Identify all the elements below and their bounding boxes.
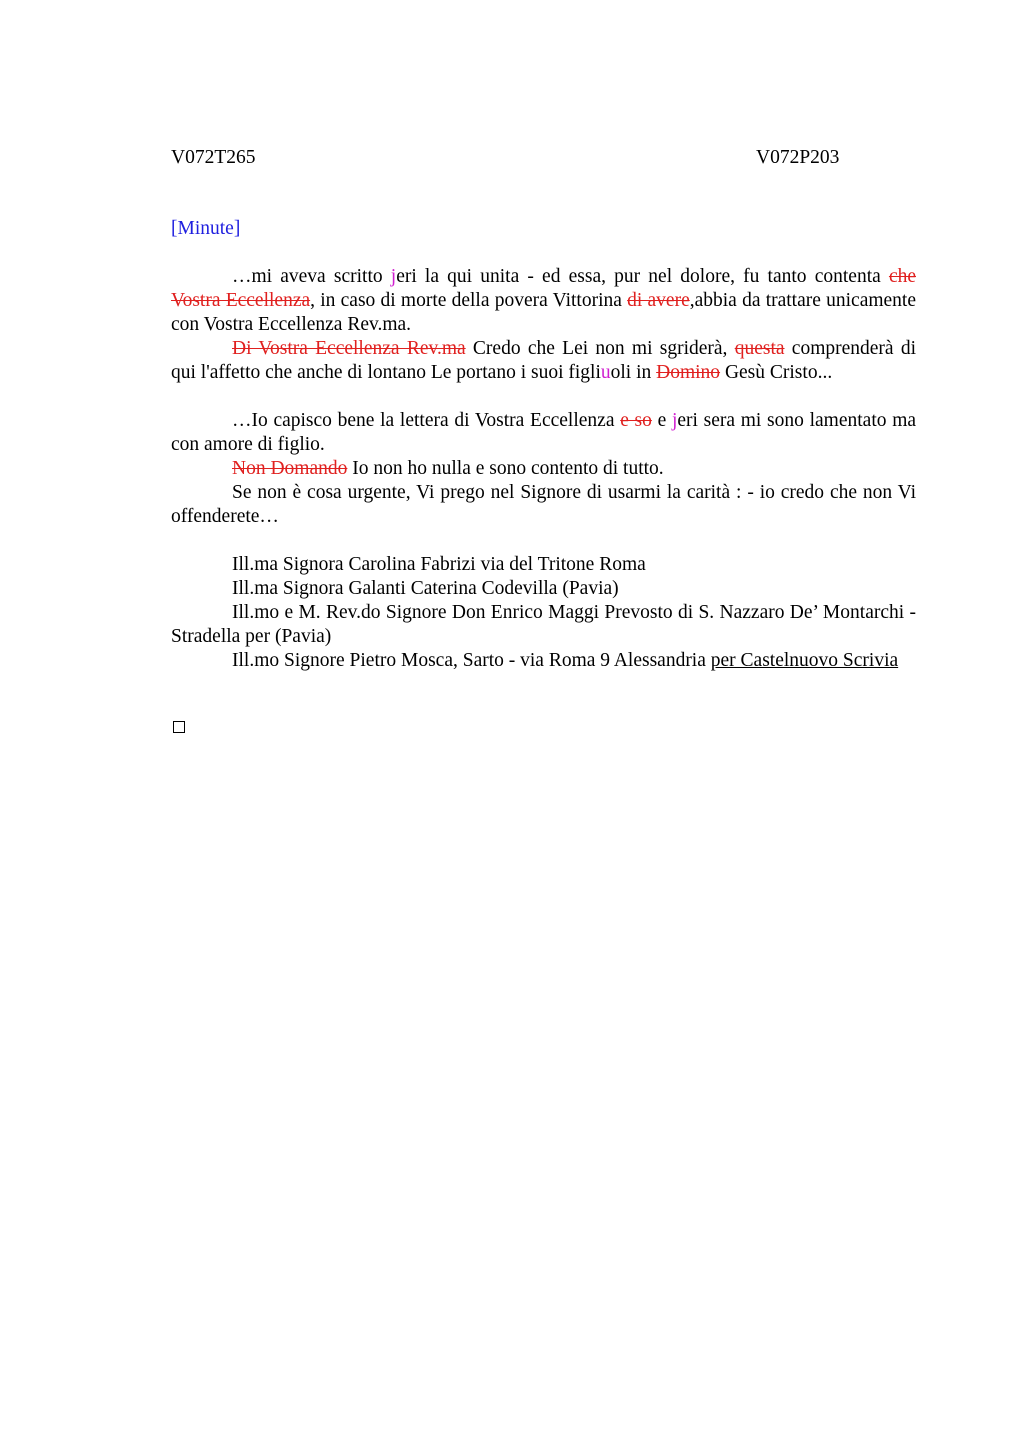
- underlined-text: per Castelnuovo Scrivia: [710, 650, 899, 671]
- paragraph-5: [171, 481, 916, 529]
- address-1: Ill.ma Signora Carolina Fabrizi via del Tritone Roma: [232, 554, 646, 575]
- text-run: , in caso di morte della povera Vittorina: [310, 290, 628, 311]
- deleted-text: Non Domando: [232, 458, 348, 479]
- header-row: [171, 146, 916, 170]
- text-run: eri la qui unita - ed essa, pur nel dolore, fu tanto contenta: [396, 266, 889, 287]
- address-4: [171, 649, 916, 673]
- deleted-text: questa: [734, 338, 785, 359]
- paragraph-1: [171, 265, 916, 337]
- text-run: Io non ho nulla e sono contento di tutto.: [347, 458, 664, 479]
- document-code-left: V072T265: [171, 147, 256, 168]
- deleted-text: Domino: [656, 362, 721, 383]
- text-run: oli in: [610, 362, 657, 383]
- letter-body: [171, 265, 916, 673]
- paragraph-2: [171, 337, 916, 385]
- inserted-text: j: [671, 410, 678, 431]
- paragraph-4: [171, 457, 916, 481]
- text-run: …Io capisco bene la lettera di Vostra Eccellenza: [232, 410, 621, 431]
- deleted-text: che Vostra Eccellenza: [171, 266, 916, 311]
- paragraph-3: [171, 409, 916, 457]
- text-run: Credo che Lei non mi sgriderà,: [465, 338, 735, 359]
- blank-line: [171, 385, 916, 409]
- text-run: …mi aveva scritto: [232, 266, 391, 287]
- deleted-text: e so: [620, 410, 652, 431]
- checkbox-square-icon: [173, 721, 185, 733]
- text-run: Gesù Cristo...: [720, 362, 833, 383]
- deleted-text: Di Vostra Eccellenza Rev.ma: [232, 338, 466, 359]
- text-run: Se non è cosa urgente, Vi prego nel Signore di usarmi la carità : - io credo che non Vi offenderete…: [171, 482, 916, 527]
- text-run: eri sera mi sono lamentato ma con amore di figlio.: [171, 410, 917, 455]
- text-run: Ill.mo Signore Pietro Mosca, Sarto - via Roma 9 Alessandria: [232, 650, 711, 671]
- section-label: [Minute]: [171, 218, 241, 239]
- text-run: e: [651, 410, 672, 431]
- inserted-text: j: [390, 266, 397, 287]
- text-run: ,abbia da trattare unicamente con Vostra Eccellenza Rev.ma.: [171, 290, 916, 335]
- document-code-right: V072P203: [756, 147, 840, 168]
- address-2: Ill.ma Signora Galanti Caterina Codevilla (Pavia): [232, 578, 619, 599]
- text-run: comprenderà di qui l'affetto che anche di lontano Le portano i suoi figli: [171, 338, 916, 383]
- blank-line: [171, 529, 916, 553]
- inserted-text: u: [600, 362, 611, 383]
- address-3: Ill.mo e M. Rev.do Signore Don Enrico Maggi Prevosto di S. Nazzaro De’ Montarchi - Stradella per (Pavia): [171, 602, 916, 647]
- deleted-text: di avere: [627, 290, 690, 311]
